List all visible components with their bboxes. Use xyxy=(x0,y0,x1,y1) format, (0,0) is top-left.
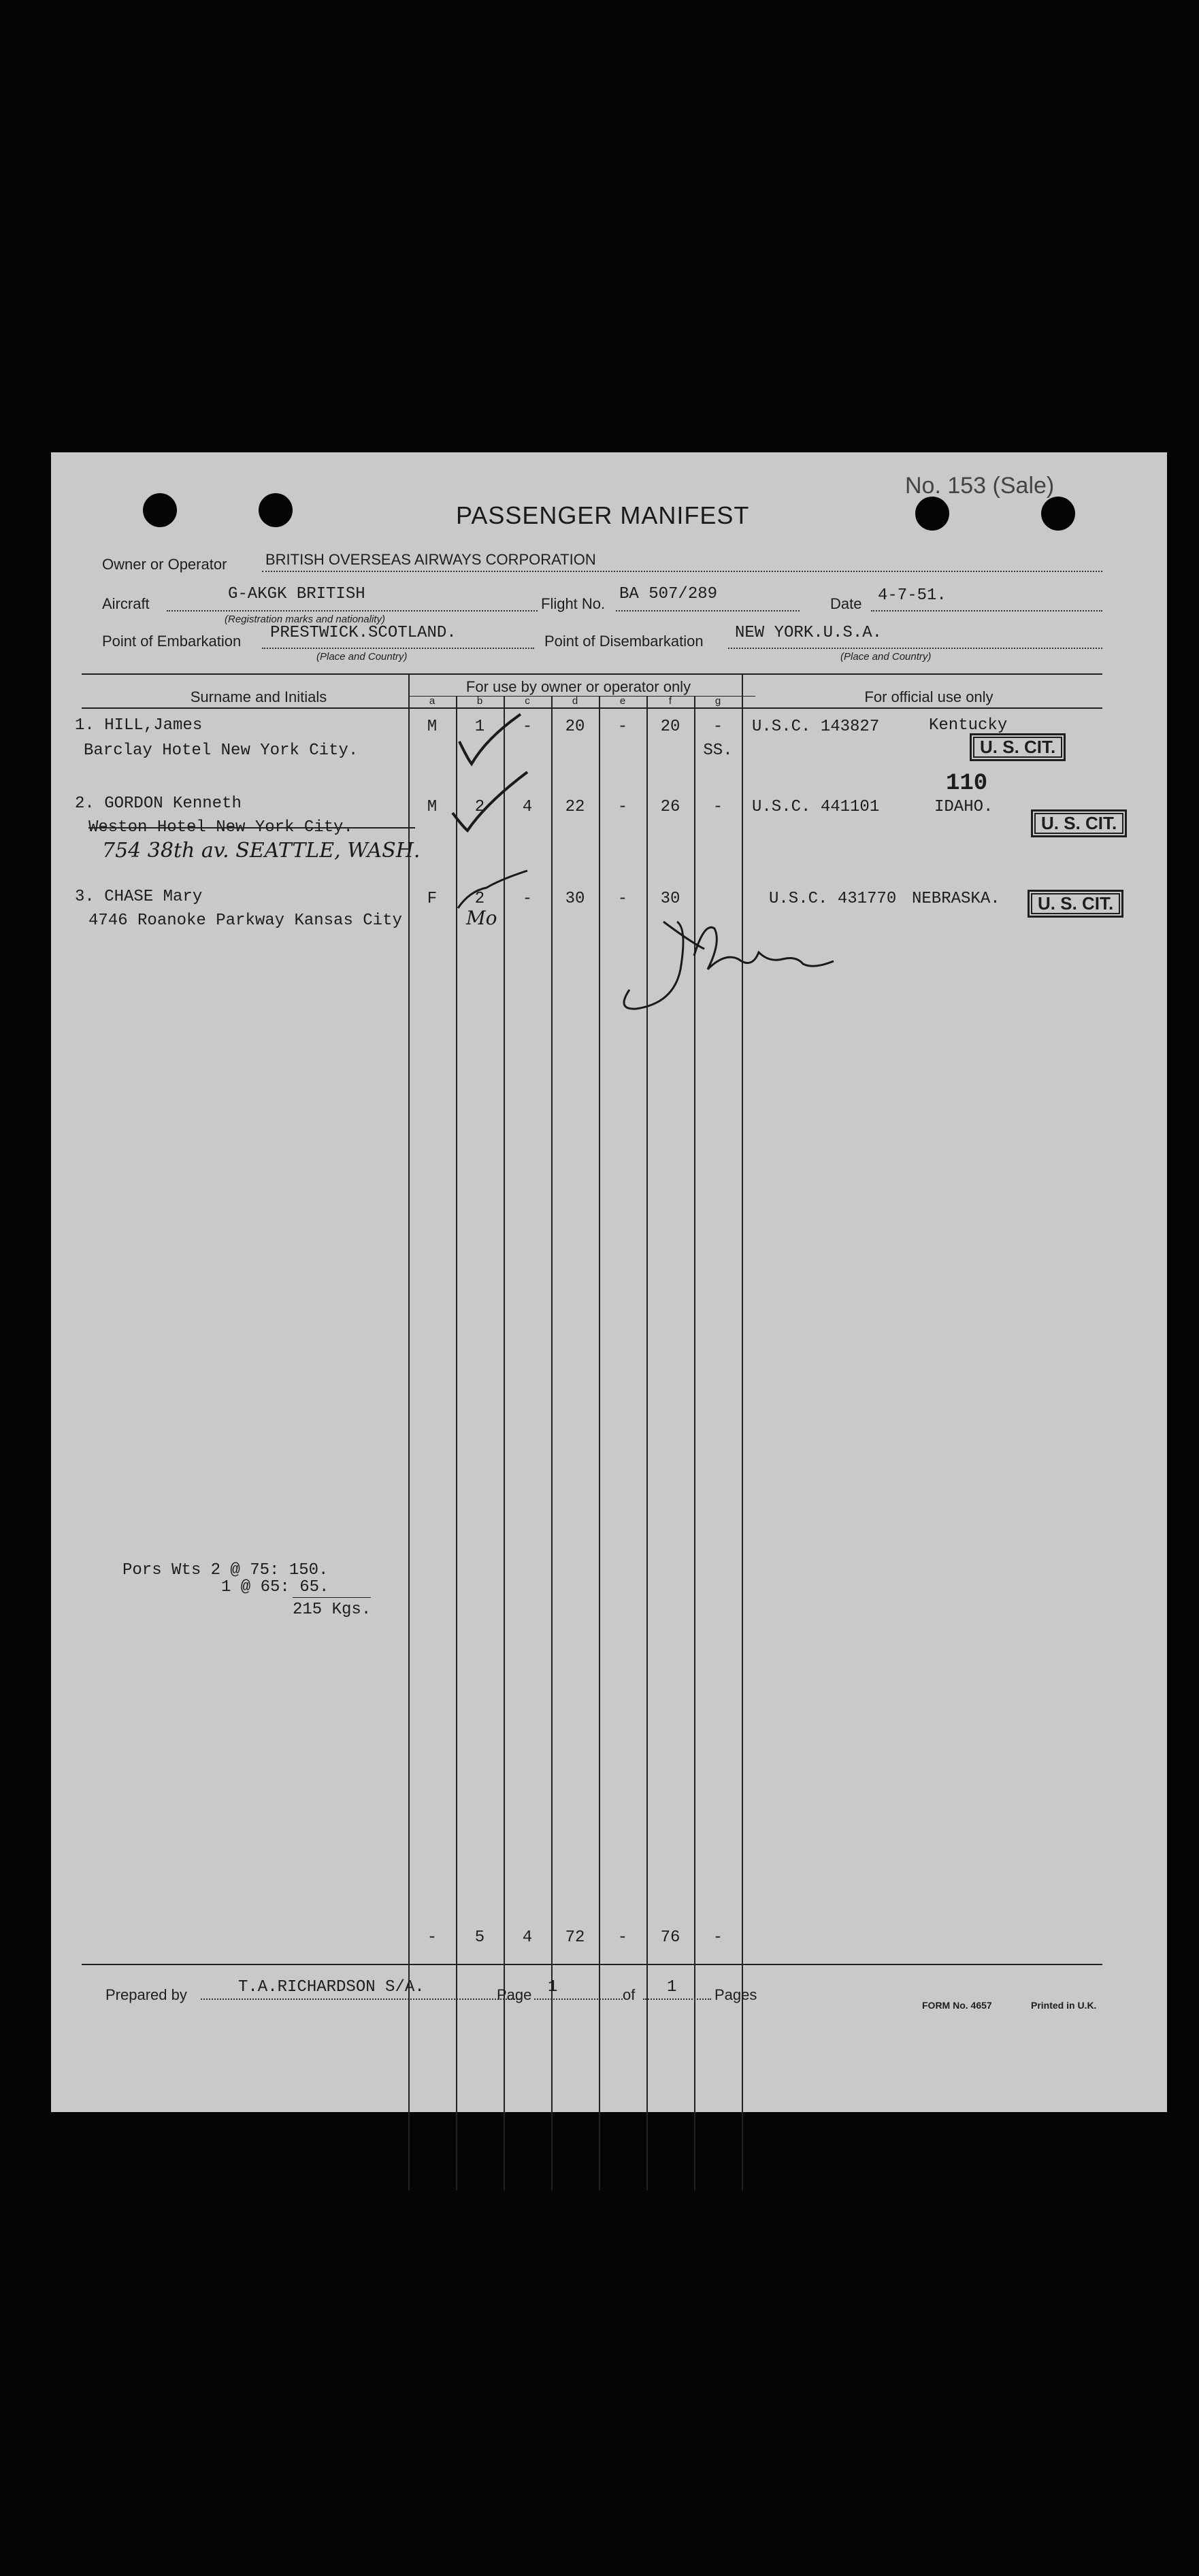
cell-c: - xyxy=(522,890,533,908)
passenger-name: 1. HILL,James xyxy=(75,716,203,735)
owner-label: Owner or Operator xyxy=(102,556,227,573)
col-a-header: a xyxy=(429,695,436,707)
cell-f: 26 xyxy=(660,798,680,816)
cell-d: 30 xyxy=(565,890,585,908)
embarkation-value: PRESTWICK.SCOTLAND. xyxy=(270,624,457,642)
total-a: - xyxy=(427,1928,438,1947)
official-state: NEBRASKA. xyxy=(912,890,1000,908)
embarkation-label: Point of Embarkation xyxy=(102,633,242,650)
citizenship-stamp: U. S. CIT. xyxy=(1028,890,1123,918)
disembarkation-note: (Place and Country) xyxy=(840,651,932,663)
printed-in: Printed in U.K. xyxy=(1031,2000,1097,2011)
col-f-header: f xyxy=(668,695,672,707)
cell-a: M xyxy=(427,798,438,816)
cell-e: - xyxy=(617,718,628,736)
cell-b: 2 xyxy=(474,798,485,816)
handwritten-address: 754 38th av. SEATTLE, WASH. xyxy=(102,839,421,863)
aircraft-value: G-AKGK BRITISH xyxy=(228,585,365,603)
weights-sum-rule xyxy=(293,1597,371,1598)
cell-d: 20 xyxy=(565,718,585,736)
of-label: of xyxy=(623,1986,636,2003)
cell-f: 30 xyxy=(660,890,680,908)
owner-value: BRITISH OVERSEAS AIRWAYS CORPORATION xyxy=(265,551,596,568)
embarkation-note: (Place and Country) xyxy=(316,651,408,663)
weights-line-1: Pors Wts 2 @ 75: 150. xyxy=(122,1561,329,1579)
prepared-label: Prepared by xyxy=(105,1986,187,2003)
total-c: 4 xyxy=(522,1928,533,1947)
passenger-name: 2. GORDON Kenneth xyxy=(75,794,242,813)
prepared-line xyxy=(201,1998,521,2000)
passenger-name: 3. CHASE Mary xyxy=(75,888,203,906)
surname-header: Surname and Initials xyxy=(190,688,327,705)
of-line xyxy=(643,1998,711,2000)
passenger-address: Barclay Hotel New York City. xyxy=(84,741,359,760)
cell-b: 2 xyxy=(474,890,485,908)
serial-number: No. 153 (Sale) xyxy=(905,473,1055,499)
weights-line-2: 1 @ 65: 65. xyxy=(221,1578,329,1596)
form-title: PASSENGER MANIFEST xyxy=(456,501,750,529)
total-e: - xyxy=(617,1928,628,1947)
check-marks-drawing xyxy=(51,452,1167,1065)
official-state: Kentucky xyxy=(929,716,1008,735)
col-d-header: d xyxy=(572,695,578,707)
official-use-header: For official use only xyxy=(864,688,993,705)
official-number: U.S.C. 441101 xyxy=(752,798,880,816)
prepared-value: T.A.RICHARDSON S/A. xyxy=(238,1978,425,1996)
weights-total: 215 Kgs. xyxy=(293,1601,372,1619)
disembarkation-label: Point of Disembarkation xyxy=(544,633,704,650)
col-b-header: b xyxy=(476,695,483,707)
cell-g-note: SS. xyxy=(703,741,733,760)
citizenship-stamp: U. S. CIT. xyxy=(1031,809,1127,837)
total-g: - xyxy=(712,1928,723,1947)
page-annotation: 110 xyxy=(946,771,988,797)
date-label: Date xyxy=(830,595,862,612)
cell-d: 22 xyxy=(565,798,585,816)
cell-g: - xyxy=(712,718,723,736)
cell-c: - xyxy=(522,718,533,736)
cell-e: - xyxy=(617,798,628,816)
form-number: FORM No. 4657 xyxy=(922,2000,992,2011)
date-value: 4-7-51. xyxy=(878,586,947,605)
citizenship-stamp: U. S. CIT. xyxy=(970,733,1066,761)
pages-label: Pages xyxy=(715,1986,757,2003)
cell-a: F xyxy=(427,890,438,908)
of-value: 1 xyxy=(667,1978,677,1996)
passenger-address: 4746 Roanoke Parkway Kansas City xyxy=(88,911,402,930)
official-number: U.S.C. 431770 xyxy=(769,890,897,908)
cell-a: M xyxy=(427,718,438,736)
flight-value: BA 507/289 xyxy=(619,585,718,603)
disembarkation-value: NEW YORK.U.S.A. xyxy=(735,624,883,642)
col-g-header: g xyxy=(715,695,721,707)
total-b: 5 xyxy=(474,1928,485,1947)
owner-use-header: For use by owner or operator only xyxy=(465,678,691,695)
col-c-header: c xyxy=(525,695,530,707)
page-line xyxy=(534,1998,623,2000)
cell-c: 4 xyxy=(522,798,533,816)
signature-drawing xyxy=(624,922,834,1009)
handwritten-state: Mo xyxy=(466,907,497,929)
official-number: U.S.C. 143827 xyxy=(752,718,880,736)
page-value: 1 xyxy=(548,1978,558,1996)
flight-label: Flight No. xyxy=(541,595,606,612)
aircraft-label: Aircraft xyxy=(102,595,150,612)
official-state: IDAHO. xyxy=(934,798,993,816)
cell-f: 20 xyxy=(660,718,680,736)
page-label: Page xyxy=(497,1986,532,2003)
cell-g: - xyxy=(712,798,723,816)
total-d: 72 xyxy=(565,1928,585,1947)
table-bottom-rule xyxy=(82,1964,1102,1965)
col-e-header: e xyxy=(619,695,626,707)
total-f: 76 xyxy=(660,1928,680,1947)
cell-e: - xyxy=(617,890,628,908)
manifest-sheet xyxy=(51,452,1167,2112)
aircraft-note: (Registration marks and nationality) xyxy=(225,614,385,625)
cell-b: 1 xyxy=(474,718,485,736)
passenger-address: Weston Hotel New York City. xyxy=(88,818,353,837)
